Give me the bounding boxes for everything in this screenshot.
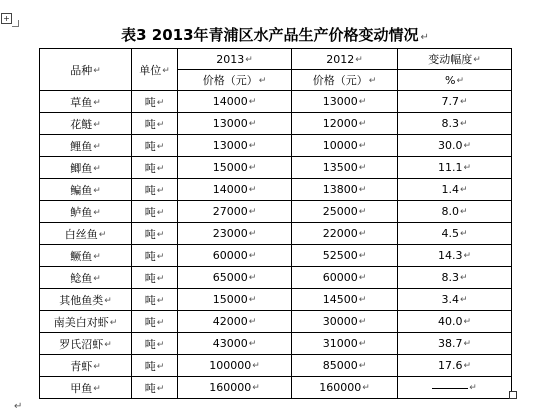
cell-change: 3.4↵: [398, 289, 512, 311]
cell-price-2013: 160000↵: [178, 377, 292, 399]
cell-unit: 吨↵: [132, 311, 178, 333]
cell-variety: 鳜鱼↵: [40, 245, 132, 267]
cell-price-2013: 43000↵: [178, 333, 292, 355]
cell-price-2013: 13000↵: [178, 135, 292, 157]
cell-change: 4.5↵: [398, 223, 512, 245]
table-row: [40, 113, 512, 135]
cell-price-2013: 65000↵: [178, 267, 292, 289]
table-row: [40, 157, 512, 179]
table-row: [40, 223, 512, 245]
cell-change: 17.6↵: [398, 355, 512, 377]
table-row: [40, 179, 512, 201]
header-year-2012: 2012↵: [292, 49, 398, 70]
cell-unit: 吨↵: [132, 377, 178, 399]
cell-price-2012: 10000↵: [292, 135, 398, 157]
cell-change: 7.7↵: [398, 91, 512, 113]
cell-unit: 吨↵: [132, 201, 178, 223]
table-row: [40, 289, 512, 311]
cell-change: 30.0↵: [398, 135, 512, 157]
cell-change: 8.3↵: [398, 267, 512, 289]
table-row: [40, 267, 512, 289]
cell-price-2013: 15000↵: [178, 289, 292, 311]
cell-change: 11.1↵: [398, 157, 512, 179]
cell-unit: 吨↵: [132, 179, 178, 201]
cell-price-2012: 14500↵: [292, 289, 398, 311]
cell-variety: 鲫鱼↵: [40, 157, 132, 179]
header-percent: %↵: [398, 70, 512, 91]
cell-unit: 吨↵: [132, 289, 178, 311]
cell-unit: 吨↵: [132, 333, 178, 355]
cell-unit: 吨↵: [132, 245, 178, 267]
cell-price-2012: 25000↵: [292, 201, 398, 223]
table-row: [40, 333, 512, 355]
header-unit: 单位↵: [132, 49, 178, 91]
cell-price-2012: 12000↵: [292, 113, 398, 135]
text-boundary-corner-mark: [12, 20, 19, 27]
cell-price-2013: 42000↵: [178, 311, 292, 333]
header-price-2013: 价格（元）↵: [178, 70, 292, 91]
cell-unit: 吨↵: [132, 267, 178, 289]
cell-price-2013: 60000↵: [178, 245, 292, 267]
not-applicable-dash: [432, 388, 468, 389]
cell-variety: 草鱼↵: [40, 91, 132, 113]
cell-change: 14.3↵: [398, 245, 512, 267]
paragraph-mark-icon: ↵: [14, 401, 23, 412]
cell-unit: 吨↵: [132, 223, 178, 245]
table-row: [40, 135, 512, 157]
cell-price-2012: 13800↵: [292, 179, 398, 201]
cell-variety: 白丝鱼↵: [40, 223, 132, 245]
cell-price-2013: 15000↵: [178, 157, 292, 179]
cell-change: 40.0↵: [398, 311, 512, 333]
cell-price-2012: 60000↵: [292, 267, 398, 289]
cell-price-2012: 22000↵: [292, 223, 398, 245]
price-table: [39, 48, 512, 399]
table-move-handle-icon[interactable]: +: [1, 13, 12, 24]
cell-change: 8.3↵: [398, 113, 512, 135]
table-resize-handle[interactable]: [509, 391, 517, 399]
table-title: 表3 2013年青浦区水产品生产价格变动情况: [121, 26, 419, 44]
cell-price-2012: 160000↵: [292, 377, 398, 399]
header-row-1: [40, 49, 512, 70]
cell-price-2012: 31000↵: [292, 333, 398, 355]
cell-price-2013: 13000↵: [178, 113, 292, 135]
cell-price-2012: 13500↵: [292, 157, 398, 179]
cell-variety: 花鲢↵: [40, 113, 132, 135]
cell-variety: 其他鱼类↵: [40, 289, 132, 311]
cell-variety: 青虾↵: [40, 355, 132, 377]
header-price-2012: 价格（元）↵: [292, 70, 398, 91]
cell-unit: 吨↵: [132, 157, 178, 179]
cell-variety: 罗氏沼虾↵: [40, 333, 132, 355]
cell-variety: 鲈鱼↵: [40, 201, 132, 223]
header-variety: 品种↵: [40, 49, 132, 91]
cell-price-2012: 52500↵: [292, 245, 398, 267]
header-change: 变动幅度↵: [398, 49, 512, 70]
cell-price-2013: 100000↵: [178, 355, 292, 377]
cell-price-2012: 13000↵: [292, 91, 398, 113]
cell-price-2013: 14000↵: [178, 179, 292, 201]
cell-variety: 鲤鱼↵: [40, 135, 132, 157]
cell-change: 1.4↵: [398, 179, 512, 201]
table-row: [40, 91, 512, 113]
cell-change: 8.0↵: [398, 201, 512, 223]
table-row: [40, 311, 512, 333]
cell-variety: 鳊鱼↵: [40, 179, 132, 201]
cell-unit: 吨↵: [132, 113, 178, 135]
cell-unit: 吨↵: [132, 91, 178, 113]
cell-price-2013: 14000↵: [178, 91, 292, 113]
cell-change: 38.7↵: [398, 333, 512, 355]
cell-unit: 吨↵: [132, 355, 178, 377]
cell-unit: 吨↵: [132, 135, 178, 157]
cell-change: ↵: [398, 377, 512, 399]
cell-variety: 鲶鱼↵: [40, 267, 132, 289]
cell-variety: 甲鱼↵: [40, 377, 132, 399]
table-row: [40, 355, 512, 377]
cell-price-2013: 23000↵: [178, 223, 292, 245]
table-row: [40, 201, 512, 223]
cell-variety: 南美白对虾↵: [40, 311, 132, 333]
table-caption: [40, 25, 510, 45]
cell-price-2013: 27000↵: [178, 201, 292, 223]
cell-price-2012: 85000↵: [292, 355, 398, 377]
table-row: [40, 377, 512, 399]
cell-price-2012: 30000↵: [292, 311, 398, 333]
header-year-2013: 2013↵: [178, 49, 292, 70]
table-row: [40, 245, 512, 267]
paragraph-mark-icon: ↵: [420, 32, 429, 43]
